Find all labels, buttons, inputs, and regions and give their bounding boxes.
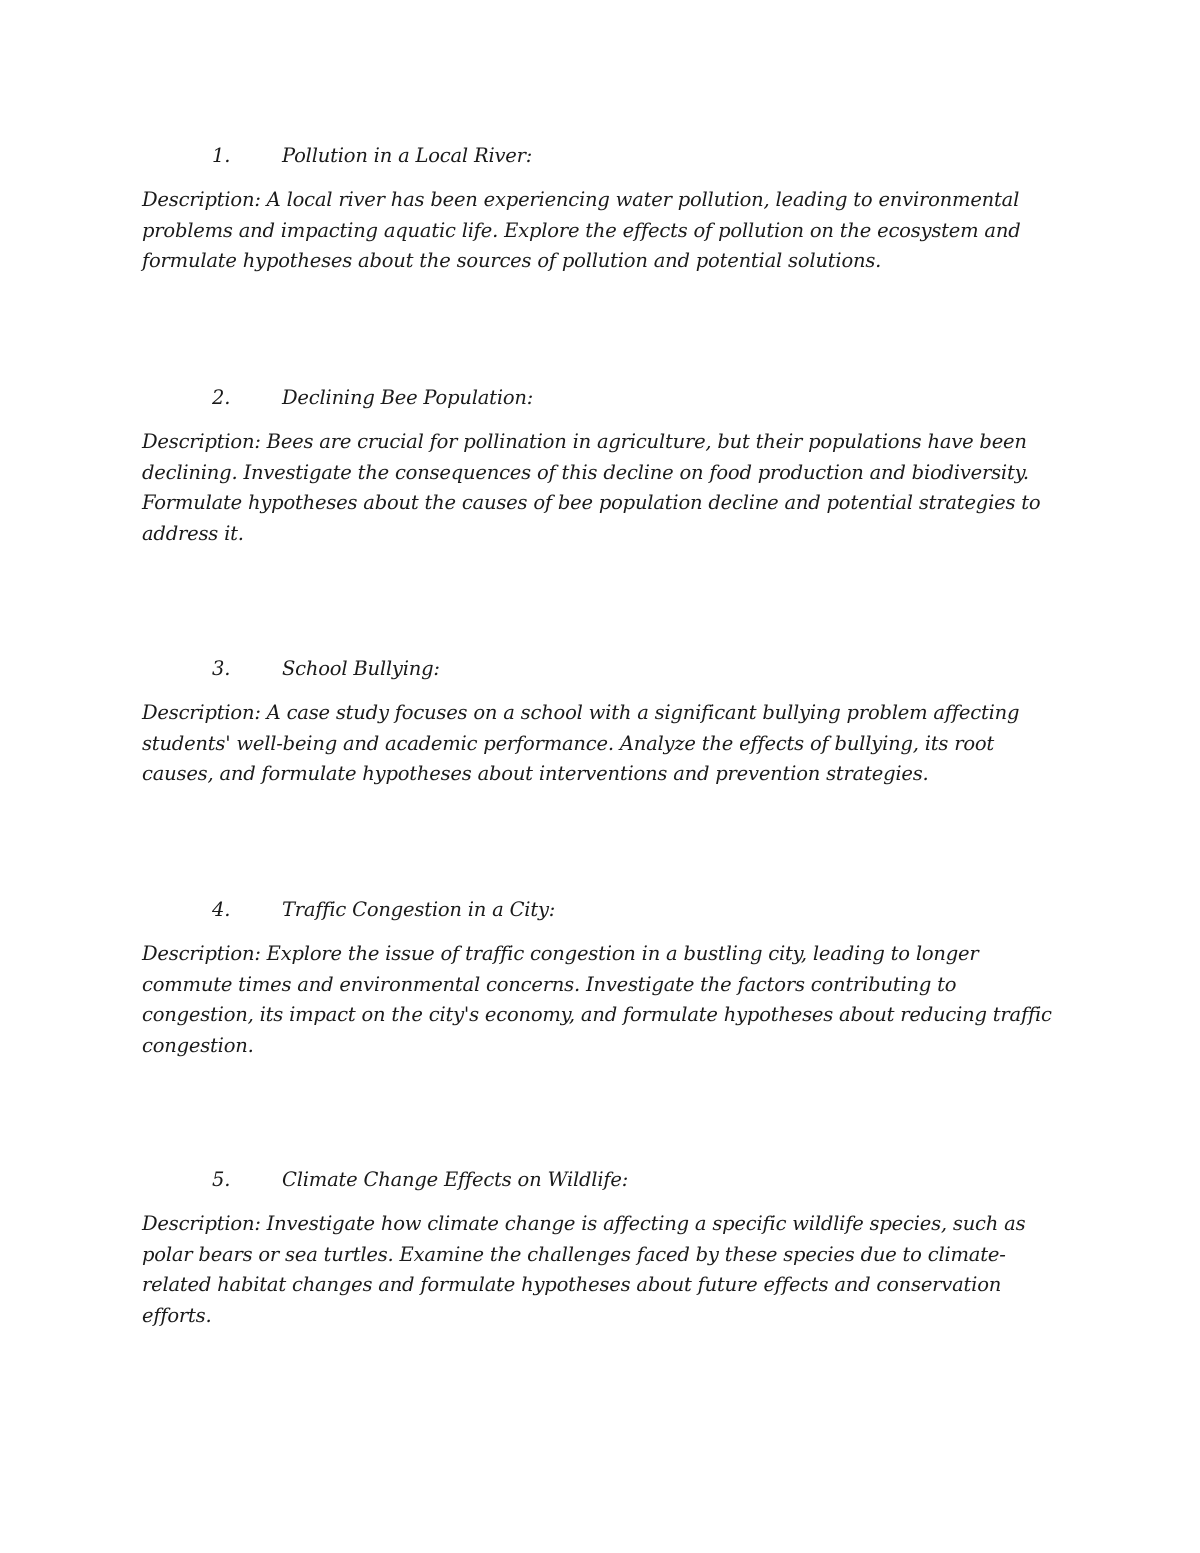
- item-title-row: [142, 141, 1062, 171]
- list-item: [142, 654, 1062, 790]
- item-number: 5.: [212, 1168, 231, 1191]
- item-description: Description: Explore the issue of traffic congestion in a bustling city, leading to longer commute times and environmental concerns. Investigate the factors contributing to congestion, its impact on the city's economy, and formulate hypotheses about reducing traffic congestion.: [142, 942, 1052, 1057]
- item-description: Description: Investigate how climate change is affecting a specific wildlife species, such as polar bears or sea turtles. Examine the challenges faced by these species due to climate-related habitat changes and formulate hypotheses about future effects and conservation efforts.: [142, 1212, 1026, 1327]
- item-heading: Declining Bee Population:: [282, 386, 534, 409]
- item-title-row: [142, 383, 1062, 413]
- item-title-row: [142, 895, 1062, 925]
- list-item: [142, 1165, 1062, 1331]
- item-number: 4.: [212, 898, 231, 921]
- item-number: 3.: [212, 657, 231, 680]
- item-description: Description: A local river has been experiencing water pollution, leading to environmental problems and impacting aquatic life. Explore the effects of pollution on the ecosystem and formulate hypotheses about the sources of pollution and potential solutions.: [142, 188, 1021, 272]
- item-description: Description: A case study focuses on a school with a significant bullying problem affecting students' well-being and academic performance. Analyze the effects of bullying, its root causes, and formulate hypotheses about interventions and prevention strategies.: [142, 701, 1020, 785]
- item-number: 1.: [212, 144, 231, 167]
- list-item: [142, 141, 1062, 277]
- list-item: [142, 895, 1062, 1061]
- list-item: [142, 383, 1062, 549]
- item-title-row: [142, 1165, 1062, 1195]
- item-heading: Traffic Congestion in a City:: [282, 898, 556, 921]
- item-heading: School Bullying:: [282, 657, 440, 680]
- item-heading: Climate Change Effects on Wildlife:: [282, 1168, 629, 1191]
- item-description: Description: Bees are crucial for pollination in agriculture, but their populations have been declining. Investigate the consequences of this decline on food production and biodiversity. Formulate hypotheses about the causes of bee population decline and potential strategies to address it.: [142, 430, 1041, 545]
- item-number: 2.: [212, 386, 231, 409]
- item-heading: Pollution in a Local River:: [282, 144, 533, 167]
- item-title-row: [142, 654, 1062, 684]
